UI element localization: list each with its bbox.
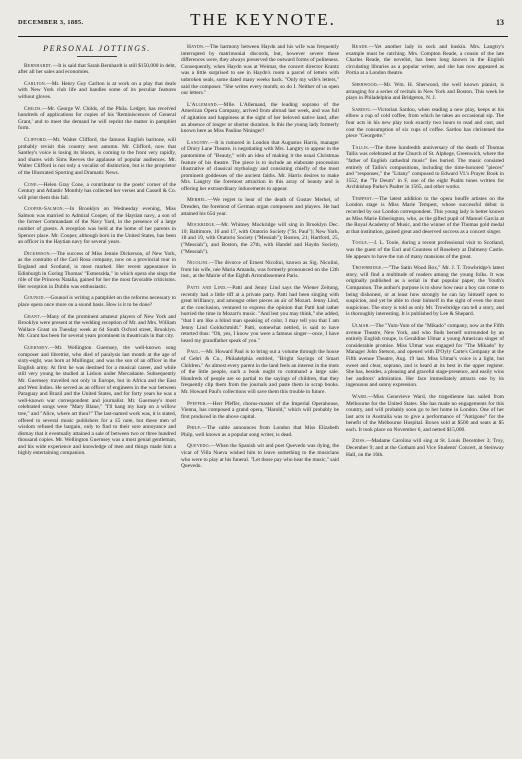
news-item: [346, 323, 504, 389]
item-lead: Tallis.: [352, 144, 370, 151]
news-item: [181, 401, 339, 421]
item-lead: Toole.: [352, 240, 369, 247]
news-item: [18, 106, 176, 132]
item-lead: Grant.: [24, 313, 42, 320]
page-header: [18, 10, 508, 36]
item-text: —The harmony between Haydn and his wife was frequently interrupted by matrimonial discords, but, however severe these differences were, they always preserved the outward forms of politeness. Consequently, when Haydn was at Weimar, the concert director Krantz was a little surprised to see in Haydn's room a parcel of letters with unbroken seals, some dated many weeks back. "Only my wife's letters," said the composer. "She writes every month; so do I. Neither of us open our letters.": [181, 44, 339, 97]
item-lead: Haydn.: [187, 44, 205, 50]
item-text: —Mr. Henry Guy Carlton is at work on a play that deals with New York club life and handles some of its peculiar features without gloves.: [18, 80, 176, 100]
news-item: [181, 443, 339, 469]
news-item: [346, 240, 504, 260]
item-text: —Victorian Sardou, when reading a new play, keeps at his elbow a cup of cold coffee, from which he takes an occasional sip. The four acts in his new play took exactly two hours to read and cost, and cost the consumption of six cups of coffee. Sardou has christened the piece "Georgette.": [346, 106, 504, 140]
item-text: —In Brooklyn on Wednesday evening, Miss Salmon was married to Admiral Cooper, of the Haytian navy, a son of the former Commandant of the Navy Yard, in the presence of a large number of guests. A reception was held at the home of her parents in Spencer place. Mr. Cooper, although born in the United States, has been an officer in the Haytian navy for several years.: [18, 206, 176, 246]
item-text: —Mr. Wellington Guernsey, the well-known song composer and librettist, who died of paralysis last month at the age of sixty-eight, was born at Mullingar, and was the son of an officer in the English army. At first he was destined for a musical career, and while still very young he studied at Lisbon under Mercadante. Subsequently Mr. Guernsey travelled not only in Europe, but in Africa and the East and West Indies. He served as an officer of engineers in the war between Paraguay and Brazil and the United States, and for forty years he was a well-known war correspondent and journalist. Mr. Guernsey's most celebrated songs were "Mary Blane," "I'll hang my harp on a willow tree," and "Alice, where art thou?" The last-named work was, it is stated, offered to several music publishers for a £5 note, but these men of wisdom refused the bargain, only to find to their sore annoyance and dismay that it eventually attained a sale of between two or three hundred thousand copies. Mr. Wellington Guernsey was a most genial gentleman, and his wide experience and knowledge of men and things made him a highly entertaining companion.: [18, 344, 176, 457]
item-lead: Tempest.: [352, 195, 374, 202]
news-item: [181, 260, 339, 280]
item-text: —Mr. Wm. H. Sherwood, the well known pianist, is arranging for a series of recitals in New York and Boston. This week he plays in Philadelphia and Bridgeton, N. J.: [346, 81, 504, 102]
news-item: [181, 425, 339, 438]
item-lead: Pfeffer.: [187, 400, 208, 407]
item-lead: Patti and Lind.: [187, 285, 227, 291]
item-text: —Herr Pfeffer, chorus-master of the Imperial Operahouse, Vienna, has composed a grand opera, "Harold," which will probably be first produced in the above capital.: [181, 400, 339, 420]
item-lead: Trowbridge.: [352, 265, 384, 272]
news-item: [346, 107, 504, 140]
item-text: —Many of the prominent amateur players of New York and Brooklyn were present at the wedding reception of Mr. and Mrs. William Wallace Grant on Tuesday week at 64 South Oxford street, Brooklyn. Mr. Grant has been for several years prominent in theatricals in that city.: [18, 313, 176, 340]
item-text: —Mr. Whitney Mockridge will sing in Brooklyn Dec. 10; Baltimore, 16 and 17, with Oratorio Society ("St. Paul"); New York, 18 and 19, with Oratorio Society ("Messiah"); Boston, 21; Hartford, 25, ("Messiah"), and Boston, the 27th, with Handel and Haydn Society, ("Messiah").: [181, 222, 339, 255]
news-item: [181, 44, 339, 97]
item-text: —Patti and Jenny Lind says the Wiener Zeitung, recently had a little tiff at a private party. Patti had been singing with great brilliancy, and amongst other pieces an air of Mozart. Jenny Lind, at the conclusion, ventured to express the opinion that Patti had rather hurried the time in Mozart's music. "And lest you may think," she added, "that I am like a blind man speaking of color, I may tell you that I am Jenny Lind Goldschmidt." Patti, somewhat nettled, is said to have retorted thus: "Oh, yes, I know you were a famous singer—once, I have heard my grandfather speak of you.": [181, 285, 339, 344]
news-item: [181, 222, 339, 255]
item-lead: Childs.: [24, 105, 43, 112]
column-2: [181, 44, 339, 754]
item-lead: Langtry.: [187, 139, 210, 146]
news-item: [18, 345, 176, 457]
item-text: —The divorce of Ernest Nicolini, known as Sig. Nicolini, from his wife, née Maria Amanda, was formerly pronounced on the 12th inst., at the Mairie of the Eighth Arrondissement Paris.: [181, 260, 339, 280]
news-item: [18, 295, 176, 308]
item-lead: Philp.: [187, 425, 202, 432]
item-lead: Carlton.: [24, 80, 47, 87]
item-text: —It is rumored in London that Augustus Harris, manager of Drury Lane Theatre, is negotiating with Mrs. Langtry to appear in the pantomime of "Beauty," with an idea of making it the usual Christmas feature of his theatre. The piece is to include an elaborate procession illustrative of classical mythology and consisting chiefly of the most prominent goddesses of the ancient faiths. Mr. Harris desires to make Mrs. Langtry the foremost attraction in this array of beauty and is offering her extraordinary inducements to appear.: [181, 139, 339, 192]
item-lead: Bernhardt.: [24, 62, 53, 69]
item-lead: Dickerson.: [24, 250, 52, 257]
item-lead: Ulmar.: [352, 322, 370, 329]
news-item: [18, 314, 176, 340]
item-lead: Zeiss.: [352, 438, 367, 445]
item-text: —Mr. Walter Clifford, the famous English baritone, will probably revisit this country next autumn. Mr. Clifford, now that Santley's voice is losing its bloom, is coming to the front very rapidly, and shares with Sims Reeves the applause of popular audiences. Mr. Walter Clifford is not only a vocalist of distinction, but is the proprietor of the Illustrated Sporting and Dramatic News.: [18, 136, 176, 176]
section-heading: PERSONAL JOTTINGS.: [43, 44, 151, 53]
news-item: [181, 197, 339, 217]
item-text: —When the Spanish wit and poet Quevedo was dying, the vicar of Villa Nueva wished him to leave something to the musicians who were to play at his funeral. "Let those pay who hear the music," said Quevedo.: [181, 443, 339, 470]
item-text: —The three hundredth anniversary of the death of Thomas Tallis was celebrated at the Church of St. Alphege, Greenwich, where the "father of English cathedral music" lies buried. The music consisted entirely of Tallis's compositions, including the time-honored "pieces" and "responses," the "Litany" composed to Edward VI.'s Prayer Book in 1552, the "Te Deum" in F, one of the eight Psalm tunes written for Archbishop Parke's Psalter in 1565, and other works.: [346, 144, 504, 191]
item-lead: Ward.: [352, 393, 368, 400]
item-lead: Cooper-Salmon.: [24, 206, 65, 213]
item-lead: Guernsey.: [24, 344, 50, 351]
item-lead: Sherwood.: [352, 81, 379, 88]
news-item: [18, 81, 176, 101]
item-lead: Reade.: [352, 44, 369, 50]
news-item: [181, 102, 339, 135]
heading-rule: [77, 56, 117, 57]
item-lead: Paul.: [187, 349, 201, 356]
item-text: —The "Yum-Yum of the "Mikado" company, now at the Fifth avenue Theatre, New York, and who finds herself surrounded by an entirely English troupe, is Geraldine Ulmar a young American singer of considerable promise. Miss Ulmar was engaged for "The Mikado" by Manager John Stetson, and opened with D'Oyly Carte's Company at the Fifth avenue Theatre, Aug. 19 last. Miss Ulmar's voice is a light, but sweet and clear, soprano, and is heard at its best in the upper register. She has, besides, a pleasing and graceful stage-presence, and easily wins her auditors' admiration. Her face immediately attracts one by its ingenuous and sunny expression.: [346, 322, 504, 389]
news-item: [181, 140, 339, 193]
item-text: —The cable announces from London that Miss Elizabeth Philp, well known as a popular song writer, is dead.: [181, 425, 339, 438]
column-3: [346, 44, 504, 754]
news-item: [181, 349, 339, 395]
item-text: —It is said that Sarah Bernhardt is still $150,000 in debt, after all her sales and economies.: [18, 62, 176, 76]
masthead-title: THE KEYNOTE.: [190, 10, 336, 29]
item-text: —J. L. Toole, during a recent professional visit to Scotland, was the guest of the Earl and Countess of Rosebery at Dalmeny Castle. He appears to have the run of many mansions of the great.: [346, 240, 504, 260]
news-item: [346, 82, 504, 102]
item-text: —Madame Carolina will sing at St. Louis December 3; Troy, December 9; and at the Gotham and Vice Students' Concert, at Steinway Hall, on the 16th.: [346, 438, 504, 458]
news-item: [181, 285, 339, 344]
news-item: [346, 145, 504, 191]
item-text: —Mr. George W. Childs, of the Phila. Ledger, has received hundreds of applications for copies of his 'Reminiscences of General Grant,' and to meet the demand he will reprint the matter in pamphlet form.: [18, 105, 176, 132]
news-item: [346, 394, 504, 434]
news-item: [346, 44, 504, 77]
item-lead: Nicolini.: [187, 260, 209, 267]
item-lead: Mockridge.: [187, 222, 216, 229]
item-text: —Gounod is writing a pamphlet on the reforms necessary to place opera once more on a sound basis. How is it to be done?: [18, 295, 176, 308]
news-item: [18, 206, 176, 246]
item-lead: Quevedo.: [187, 443, 211, 450]
page-number: 13: [496, 18, 504, 27]
item-lead: Merhel.: [187, 197, 208, 204]
item-text: —Yet another lady in sock and buskin. Mrs. Langtry's example must be catching. Mrs. Compton Reade, a cousin of the late Charles Reade, the novelist, has been long known in the English circulating libraries as a popular writer, and she has now appeared as Portia at a London theatre.: [346, 44, 504, 77]
item-text: —"The Satin Wood Box," Mr. J. T. Trowbridge's latest story, will find a multitude of readers among the young folks. It was originally published as a serial in that popular paper, the Youth's Companion. The author's purpose is to show how near a boy can come to being dishonest, or at least how strongly he can lay himself open to suspicion, and yet be able to clear himself in the sight of even the most suspicious. The story is told as only Mr. Trowbridge can tell a story, and is thoroughly interesting. It is published by Lee & Shepard.: [346, 265, 504, 318]
item-text: —Mlle. L'Allemand, the leading soprano of the American Opera Company, arrived from abroad last week, and was full of agitation and happiness at the sight of her beloved native land, after an absence of longer or shorter duration. Is this the young lady formerly known here as Miss Pauline Nininger?: [181, 101, 339, 135]
item-lead: Cone.: [24, 181, 39, 188]
news-item: [18, 251, 176, 291]
item-lead: Sardou.: [352, 106, 372, 113]
column-1: [18, 44, 176, 754]
item-text: —The success of Miss Jennie Dickerson, of New York, as the contralto of the Carl Rosa company, now on a provincial tour in England and Scotland, is most marked. Her recent appearance in Edinburgh in Goring Thomas' "Esmeralda," in which opera she sings the rôle of the Princess Natalia, gained for her the most favorable criticisms. Her reception in Dublin was enthusiastic.: [18, 250, 176, 290]
news-item: [18, 63, 176, 76]
item-text: —Helen Gray Cone, a contributor to the poets' corner of the Century and Atlantic Monthly has collected her verses and Cassell & Co. will print them this fall.: [18, 181, 176, 201]
news-item: [346, 438, 504, 458]
item-text: —The latest addition to the opera bouffe artistes on the London stage is Miss Marie Tempest, whose successful début is recorded by our London correspondent. This young lady is better known as Miss Marie Etherington, who, as the gifted pupil of Manuel Garcia at the Royal Academy of Music, and the winner of the Thomas gold medal at that institution, gained great and deserved success as a concert singer.: [346, 195, 504, 235]
news-item: [346, 265, 504, 318]
item-lead: Gounod.: [24, 295, 46, 302]
item-text: —Miss Genevieve Ward, the tragedienne has sailed from Melbourne for the United States. She has made no engagements for this country, and will probably soon go to her home in London. One of her last acts in Australia was to give a performance of "Antigone" for the benefit of the Melbourne Hospital. Boxes sold at $500 and seats at $5 each. It took place on November 6, and netted $15,000.: [346, 393, 504, 433]
issue-date: DECEMBER 3, 1885.: [18, 19, 84, 26]
news-item: [346, 196, 504, 236]
news-item: [18, 137, 176, 177]
item-text: —We regret to hear of the death of Gustav Merhel, of Dresden, the foremost of German organ composers and players. He had attained his 65d year.: [181, 197, 339, 217]
item-lead: L'Allemand.: [187, 101, 219, 108]
news-item: [18, 182, 176, 202]
item-lead: Clifford.: [24, 136, 48, 143]
header-rule: [18, 36, 508, 37]
item-text: —Mr. Howard Paul is to bring out a volume through the house of Gebri & Co., Philadelphia entitled, "Bright Sayings of Smart Children." As almost every parent in the land feels an interest in the mots of the little people, such a book ought to command a large sale. Hundreds of people are so partial to the sayings of children, that they frequently clip them from the journals and paste them in scrap books. Mr. Howard Paul's collections will save them this trouble in future.: [181, 349, 339, 395]
